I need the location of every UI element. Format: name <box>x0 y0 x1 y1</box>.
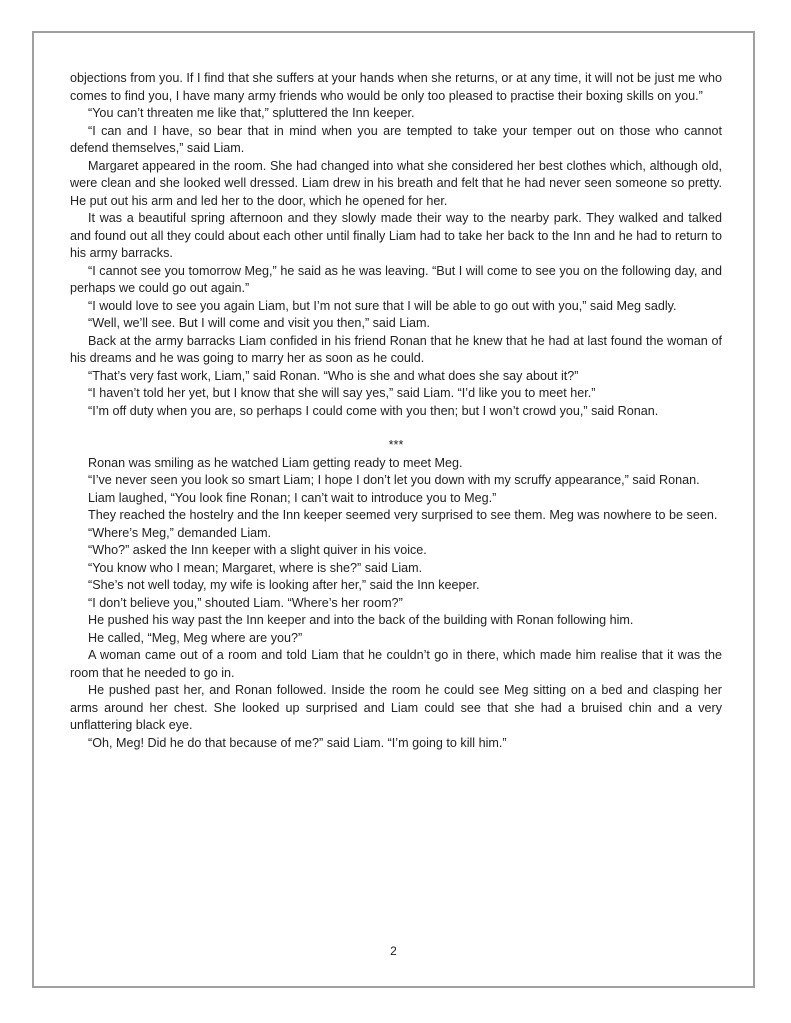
paragraph: “You can’t threaten me like that,” spluttered the Inn keeper. <box>88 106 415 120</box>
paragraph: “I cannot see you tomorrow Meg,” he said as he was leaving. “But I will come to see you on the following day, and perhaps we could go out again.” <box>70 263 722 295</box>
paragraph: He pushed past her, and Ronan followed. Inside the room he could see Meg sitting on a bed and clasping her arms around her chest. She looked up surprised and Liam could see that she had a bruised chin and a very unflattering black eye. <box>70 683 722 732</box>
paragraph: “I haven’t told her yet, but I know that she will say yes,” said Liam. “I’d like you to meet her.” <box>88 386 596 400</box>
paragraph: It was a beautiful spring afternoon and they slowly made their way to the nearby park. They walked and talked and found out all they could about each other until finally Liam had to take her back to the Inn and he had to return to his army barracks. <box>70 211 722 260</box>
paragraph: “That’s very fast work, Liam,” said Ronan. “Who is she and what does she say about it?” <box>88 368 579 383</box>
document-page <box>32 31 755 988</box>
page-number: 2 <box>390 944 397 958</box>
page-body-text <box>70 70 722 752</box>
paragraph: Margaret appeared in the room. She had changed into what she considered her best clothes which, although old, were clean and she looked well dressed. Liam drew in his breath and felt that he had never seen someone so pretty. He put out his arm and led her to the door, which he opened for her. <box>70 158 722 208</box>
paragraph: “Well, we’ll see. But I will come and visit you then,” said Liam. <box>88 316 431 330</box>
paragraph: “Where’s Meg,” demanded Liam. <box>88 525 272 540</box>
paragraph: Ronan was smiling as he watched Liam getting ready to meet Meg. <box>88 455 463 470</box>
paragraph: “Who?” asked the Inn keeper with a slight quiver in his voice. <box>88 543 427 557</box>
paragraph: “She’s not well today, my wife is looking after her,” said the Inn keeper. <box>88 578 480 592</box>
paragraph: “Oh, Meg! Did he do that because of me?” said Liam. “I’m going to kill him.” <box>88 735 507 750</box>
scene-separator: *** <box>388 438 404 452</box>
paragraph: “I’m off duty when you are, so perhaps I could come with you then; but I won’t crowd you,” said Ronan. <box>88 403 659 418</box>
paragraph: A woman came out of a room and told Liam that he couldn’t go in there, which made him realise that it was the room that he needed to go in. <box>70 648 722 680</box>
paragraph: “I’ve never seen you look so smart Liam; I hope I don’t let you down with my scruffy appearance,” said Ronan. <box>88 473 700 487</box>
paragraph: “I don’t believe you,” shouted Liam. “Where’s her room?” <box>88 595 403 610</box>
paragraph: He pushed his way past the Inn keeper and into the back of the building with Ronan following him. <box>88 613 634 627</box>
paragraph: He called, “Meg, Meg where are you?” <box>88 630 303 645</box>
paragraph: Back at the army barracks Liam confided in his friend Ronan that he knew that he had at last found the woman of his dreams and he was going to marry her as soon as he could. <box>70 333 722 365</box>
paragraph: “I can and I have, so bear that in mind when you are tempted to take your temper out on those who cannot defend themselves,” said Liam. <box>70 123 722 155</box>
paragraph: “I would love to see you again Liam, but I’m not sure that I will be able to go out with you,” said Meg sadly. <box>88 298 677 313</box>
paragraph: Liam laughed, “You look fine Ronan; I can’t wait to introduce you to Meg.” <box>88 490 497 505</box>
paragraph: objections from you. If I find that she suffers at your hands when she returns, or at any time, it will not be just me who comes to find you, I have many army friends who would be only too pleased to practise their boxing skills on you.” <box>70 71 722 103</box>
paragraph: “You know who I mean; Margaret, where is she?” said Liam. <box>88 560 423 575</box>
paragraph: They reached the hostelry and the Inn keeper seemed very surprised to see them. Meg was nowhere to be seen. <box>88 508 718 522</box>
